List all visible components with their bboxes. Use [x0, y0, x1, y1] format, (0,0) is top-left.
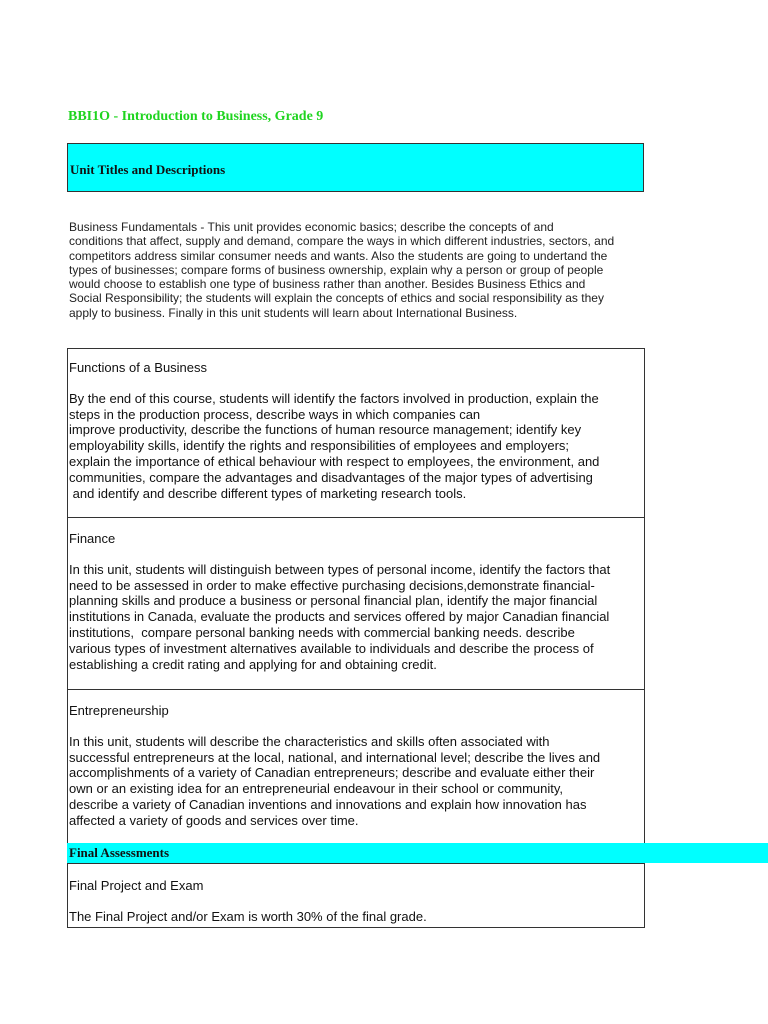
- body-line: own or an existing idea for an entrepreneurial endeavour in their school or community,: [69, 781, 564, 797]
- body-line: and identify and describe different types of marketing research tools.: [69, 485, 467, 501]
- intro-line: apply to business. Finally in this unit students will learn about International Business.: [69, 305, 518, 320]
- final-assessments-banner: Final Assessments: [67, 843, 768, 863]
- unit-titles-header: Unit Titles and Descriptions: [67, 143, 644, 192]
- body-line: accomplishments of a variety of Canadian entrepreneurs; describe and evaluate either their: [69, 765, 595, 781]
- body-line: affected a variety of goods and services over time.: [69, 812, 359, 828]
- section-title: Finance: [69, 531, 116, 546]
- section-title: Functions of a Business: [69, 360, 208, 375]
- intro-line: types of businesses; compare forms of business ownership, explain why a person or group of people: [69, 262, 604, 277]
- body-line: institutions in Canada, evaluate the products and services offered by major Canadian financial: [69, 609, 610, 625]
- body-line: various types of investment alternatives available to individuals and describe the process of: [69, 640, 594, 656]
- body-line: institutions, compare personal banking needs with commercial banking needs. describe: [69, 624, 575, 640]
- section-title: Final Project and Exam: [69, 878, 204, 893]
- intro-line: competitors address similar consumer needs and wants. Also the students are going to undertand the: [69, 248, 608, 263]
- final-project-box: [67, 863, 645, 928]
- body-line: successful entrepreneurs at the local, national, and international level; describe the lives and: [69, 749, 601, 765]
- intro-line: conditions that affect, supply and demand, compare the ways in which different industries, sectors, and: [69, 234, 615, 249]
- body-line: employability skills, identify the rights and responsibilities of employees and employers;: [69, 438, 570, 454]
- body-line: In this unit, students will distinguish between types of personal income, identify the factors that: [69, 561, 611, 577]
- section-body: [69, 909, 644, 925]
- section-body: [69, 734, 644, 829]
- body-line: need to be assessed in order to make effective purchasing decisions,demonstrate financial-: [69, 577, 595, 593]
- entrepreneurship-box: [67, 689, 645, 844]
- business-fundamentals-description: [69, 220, 649, 320]
- body-line: improve productivity, describe the functions of human resource management; identify key: [69, 422, 582, 438]
- body-line: describe a variety of Canadian inventions and innovations and explain how innovation has: [69, 796, 587, 812]
- body-line: establishing a credit rating and applying for and obtaining credit.: [69, 656, 437, 672]
- body-line: By the end of this course, students will identify the factors involved in production, explain the: [69, 390, 599, 406]
- body-line: In this unit, students will describe the characteristics and skills often associated with: [69, 733, 550, 749]
- section-body: [69, 562, 644, 673]
- intro-line: Social Responsibility; the students will explain the concepts of ethics and social responsibility as they: [69, 291, 604, 306]
- intro-line: would choose to establish one type of business rather than another. Besides Business Ethics and: [69, 277, 586, 292]
- course-title: BBI1O - Introduction to Business, Grade 9: [68, 109, 324, 124]
- body-line: explain the importance of ethical behaviour with respect to employees, the environment, and: [69, 453, 600, 469]
- section-body: [69, 391, 644, 502]
- functions-of-business-box: [67, 348, 645, 518]
- body-line: communities, compare the advantages and disadvantages of the major types of advertising: [69, 469, 593, 485]
- finance-box: [67, 517, 645, 690]
- body-line: planning skills and produce a business or personal financial plan, identify the major financial: [69, 593, 598, 609]
- intro-line: Business Fundamentals - This unit provides economic basics; describe the concepts of and: [69, 220, 554, 234]
- section-title: Entrepreneurship: [69, 703, 169, 718]
- body-line: The Final Project and/or Exam is worth 30% of the final grade.: [69, 908, 427, 924]
- body-line: steps in the production process, describe ways in which companies can: [69, 406, 481, 422]
